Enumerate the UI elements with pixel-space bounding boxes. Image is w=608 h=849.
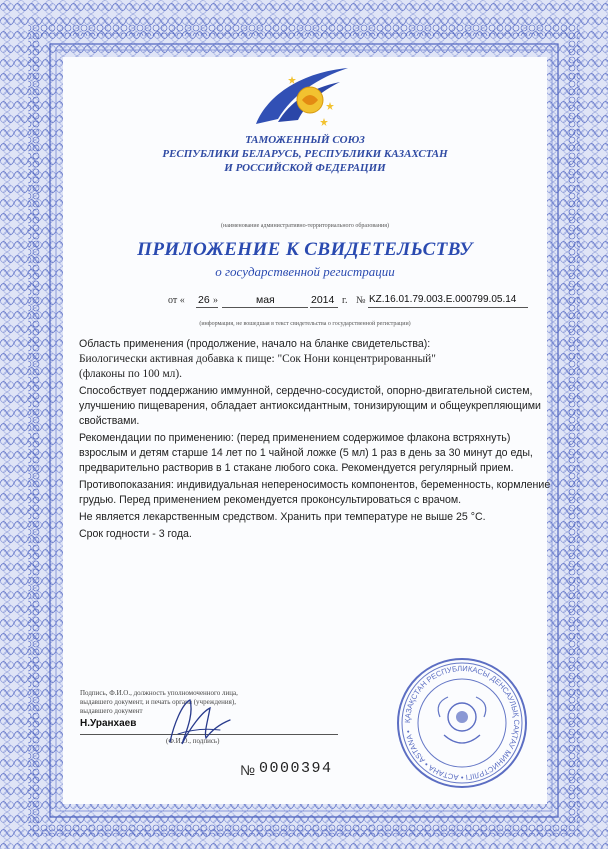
- document-subtitle: о государственной регистрации: [215, 264, 395, 279]
- date-year-suffix: г.: [342, 295, 348, 306]
- signer-name: Н.Уранхаев: [80, 718, 137, 729]
- product-name: Биологически активная добавка к пище: "Сок Нони концентрированный": [79, 353, 436, 365]
- date-day-close: »: [213, 295, 218, 306]
- serial-sign: №: [240, 762, 256, 778]
- union-title-line2: РЕСПУБЛИКИ БЕЛАРУСЬ, РЕСПУБЛИКИ КАЗАХСТАН: [162, 148, 448, 160]
- day-underline: [196, 307, 218, 308]
- official-stamp: [394, 655, 530, 791]
- signature-label-line1: Подпись, Ф.И.О., должность уполномоченного лица,: [80, 689, 238, 697]
- document-body: [79, 337, 557, 544]
- contraindications: Противопоказания: индивидуальная непереносимость компонентов, беременность, кормление грудью. Перед применением рекомендуется проконсультироваться с врачом.: [79, 479, 551, 506]
- document-title: ПРИЛОЖЕНИЕ К СВИДЕТЕЛЬСТВУ: [137, 239, 473, 260]
- date-day: 26: [198, 294, 210, 306]
- date-from-label: от «: [168, 295, 185, 306]
- date-year: 2014: [311, 294, 335, 306]
- customs-union-emblem: [248, 64, 358, 132]
- handwritten-signature: [160, 694, 240, 749]
- serial-number: 0000394: [259, 760, 333, 777]
- admin-unit-caption: (наименование административно-территориального образования): [220, 223, 389, 229]
- effect-description: Способствует поддержанию иммунной, сердечно-сосудистой, опорно-двигательной систем, улучшению пищеварения, обладает антиоксидантным, тонизирующим и общеукрепляющими свойствами.: [79, 385, 541, 427]
- date-month: мая: [256, 294, 275, 306]
- signature-label-line2: выдавшего документ, и печать органа (учреждения),: [80, 698, 236, 706]
- signature-label-line3: выдавшего документ: [80, 707, 143, 715]
- stamp-ring-text: ҚАЗАҚСТАН РЕСПУБЛИКАСЫ ДЕНСАУЛЫҚ САҚТАУ МИНИСТРЛІГІ • АСТАНА • ASTANA •: [402, 663, 522, 783]
- scope-heading: Область применения (продолжение, начало на бланке свидетельства):: [79, 338, 431, 350]
- not-medicine-storage: Не является лекарственным средством. Хранить при температуре не выше 25 °С.: [79, 511, 486, 523]
- number-underline: [368, 307, 528, 308]
- year-underline: [310, 307, 338, 308]
- usage-recommendations: Рекомендации по применению: (перед применением содержимое флакона встряхнуть) взрослым и детям старше 14 лет по 1 чайной ложке (5 мл) 1 раз в день за 30 минут до еды, предварительно растворив в 1 стакане любого сока. Рекомендуется регулярный прием.: [79, 432, 533, 474]
- number-sign: №: [356, 295, 366, 306]
- packaging: (флаконы по 100 мл).: [79, 368, 182, 380]
- info-caption: (информация, не вошедшая в текст свидетельства о государственной регистрации): [199, 321, 411, 327]
- union-title-line3: И РОССИЙСКОЙ ФЕДЕРАЦИИ: [224, 162, 386, 174]
- month-underline: [222, 307, 308, 308]
- signature-caption: (Ф.И.О., подпись): [166, 737, 220, 745]
- shelf-life: Срок годности - 3 года.: [79, 528, 192, 540]
- union-title-line1: ТАМОЖЕННЫЙ СОЮЗ: [245, 134, 365, 146]
- certificate-number: KZ.16.01.79.003.E.000799.05.14: [369, 294, 517, 305]
